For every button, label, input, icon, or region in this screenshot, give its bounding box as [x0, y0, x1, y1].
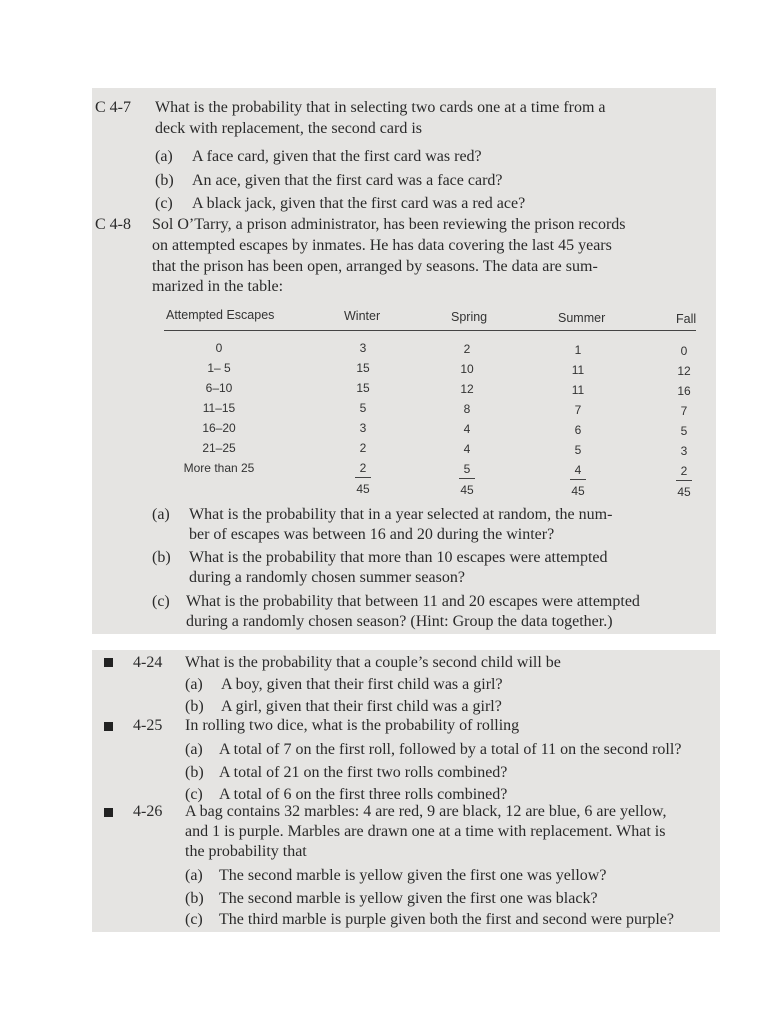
table-row-label: More than 25 [183, 461, 255, 475]
table-cell: 2 [359, 461, 367, 475]
part-label: (b) [185, 764, 204, 781]
question-number-4-26: 4-26 [133, 803, 163, 820]
part-text: A face card, given that the first card was red? [192, 148, 482, 165]
table-cell: 5 [680, 424, 688, 438]
table-cell: 5 [574, 443, 582, 457]
table-cell: 11 [571, 383, 585, 397]
table-cell: 6 [574, 423, 582, 437]
question-number-c4-7: C 4-7 [95, 99, 131, 116]
part-label: (a) [185, 867, 203, 884]
table-cell: 4 [574, 463, 582, 477]
table-header-summer: Summer [558, 311, 606, 325]
table-cell: 4 [463, 422, 471, 436]
part-label: (c) [155, 195, 173, 212]
total-rule [355, 477, 371, 478]
table-cell: 3 [359, 421, 367, 435]
table-row-label: 21–25 [202, 441, 236, 455]
question-text-line: Sol O’Tarry, a prison administrator, has been reviewing the prison records [152, 216, 626, 233]
part-label: (a) [185, 676, 203, 693]
table-cell: 5 [359, 401, 367, 415]
total-rule [570, 479, 586, 480]
question-text-line: and 1 is purple. Marbles are drawn one at a time with replacement. What is [185, 823, 666, 840]
table-cell: 16 [677, 384, 691, 398]
part-text: A boy, given that their first child was a girl? [221, 676, 503, 693]
question-text-line: that the prison has been open, arranged by seasons. The data are sum- [152, 258, 598, 275]
table-row-label: 6–10 [205, 381, 233, 395]
part-label: (b) [185, 890, 204, 907]
table-total: 45 [677, 485, 691, 499]
question-text-line: A bag contains 32 marbles: 4 are red, 9 are black, 12 are blue, 6 are yellow, [185, 803, 667, 820]
part-text: What is the probability that in a year selected at random, the num- [189, 506, 613, 523]
question-text-line: deck with replacement, the second card is [155, 120, 422, 137]
table-cell: 3 [359, 341, 367, 355]
total-rule [459, 478, 475, 479]
table-total: 45 [356, 482, 370, 496]
table-row-label: 0 [215, 341, 223, 355]
table-cell: 3 [680, 444, 688, 458]
part-text: A total of 21 on the first two rolls combined? [219, 764, 508, 781]
table-cell: 15 [356, 381, 370, 395]
square-bullet-icon [104, 722, 113, 731]
question-text-line: What is the probability that a couple’s second child will be [185, 654, 561, 671]
part-text: A total of 7 on the first roll, followed by a total of 11 on the second roll? [219, 741, 682, 758]
total-rule [676, 480, 692, 481]
table-header-attempted-escapes: Attempted Escapes [166, 308, 275, 322]
part-text: An ace, given that the first card was a face card? [192, 172, 503, 189]
table-cell: 15 [356, 361, 370, 375]
part-text: The second marble is yellow given the first one was black? [219, 890, 598, 907]
part-text: A black jack, given that the first card was a red ace? [192, 195, 526, 212]
table-cell: 0 [680, 344, 688, 358]
question-number-4-25: 4-25 [133, 717, 163, 734]
part-label: (a) [155, 148, 173, 165]
table-cell: 11 [571, 363, 585, 377]
part-text: A total of 6 on the first three rolls combined? [219, 786, 508, 803]
square-bullet-icon [104, 658, 113, 667]
part-label: (b) [152, 549, 171, 566]
table-cell: 10 [460, 362, 474, 376]
table-cell: 12 [677, 364, 691, 378]
table-total: 45 [460, 483, 474, 497]
question-text-line: the probability that [185, 843, 307, 860]
part-text: during a randomly chosen summer season? [189, 569, 465, 586]
part-label: (a) [185, 741, 203, 758]
part-label: (c) [185, 911, 203, 928]
question-text-line: What is the probability that in selecting two cards one at a time from a [155, 99, 606, 116]
table-cell: 7 [680, 404, 688, 418]
table-cell: 1 [574, 343, 582, 357]
part-text: What is the probability that between 11 and 20 escapes were attempted [186, 593, 640, 610]
part-text: A girl, given that their first child was a girl? [221, 698, 502, 715]
part-text: What is the probability that more than 10 escapes were attempted [189, 549, 608, 566]
table-row-label: 16–20 [202, 421, 236, 435]
table-total: 45 [571, 484, 585, 498]
table-cell: 7 [574, 403, 582, 417]
question-text-line: marized in the table: [152, 278, 284, 295]
table-cell: 4 [463, 442, 471, 456]
table-header-fall: Fall [676, 312, 697, 326]
table-cell: 2 [359, 441, 367, 455]
part-label: (b) [155, 172, 174, 189]
part-label: (b) [185, 698, 204, 715]
part-text: ber of escapes was between 16 and 20 during the winter? [189, 526, 555, 543]
part-text: The third marble is purple given both the first and second were purple? [219, 911, 674, 928]
table-header-winter: Winter [344, 309, 381, 323]
part-label: (c) [185, 786, 203, 803]
table-cell: 8 [463, 402, 471, 416]
question-text-line: In rolling two dice, what is the probability of rolling [185, 717, 520, 734]
table-cell: 2 [680, 464, 688, 478]
square-bullet-icon [104, 808, 113, 817]
table-cell: 12 [460, 382, 474, 396]
part-text: The second marble is yellow given the first one was yellow? [219, 867, 607, 884]
table-row-label: 1– 5 [207, 361, 231, 375]
table-row-label: 11–15 [202, 401, 236, 415]
table-cell: 2 [463, 342, 471, 356]
part-text: during a randomly chosen season? (Hint: Group the data together.) [186, 613, 613, 630]
question-number-4-24: 4-24 [133, 654, 163, 671]
question-number-c4-8: C 4-8 [95, 216, 131, 233]
table-cell: 5 [463, 462, 471, 476]
part-label: (a) [152, 506, 170, 523]
part-label: (c) [152, 593, 170, 610]
question-text-line: on attempted escapes by inmates. He has data covering the last 45 years [152, 237, 612, 254]
table-header-spring: Spring [451, 310, 488, 324]
table-header-rule [164, 330, 696, 331]
